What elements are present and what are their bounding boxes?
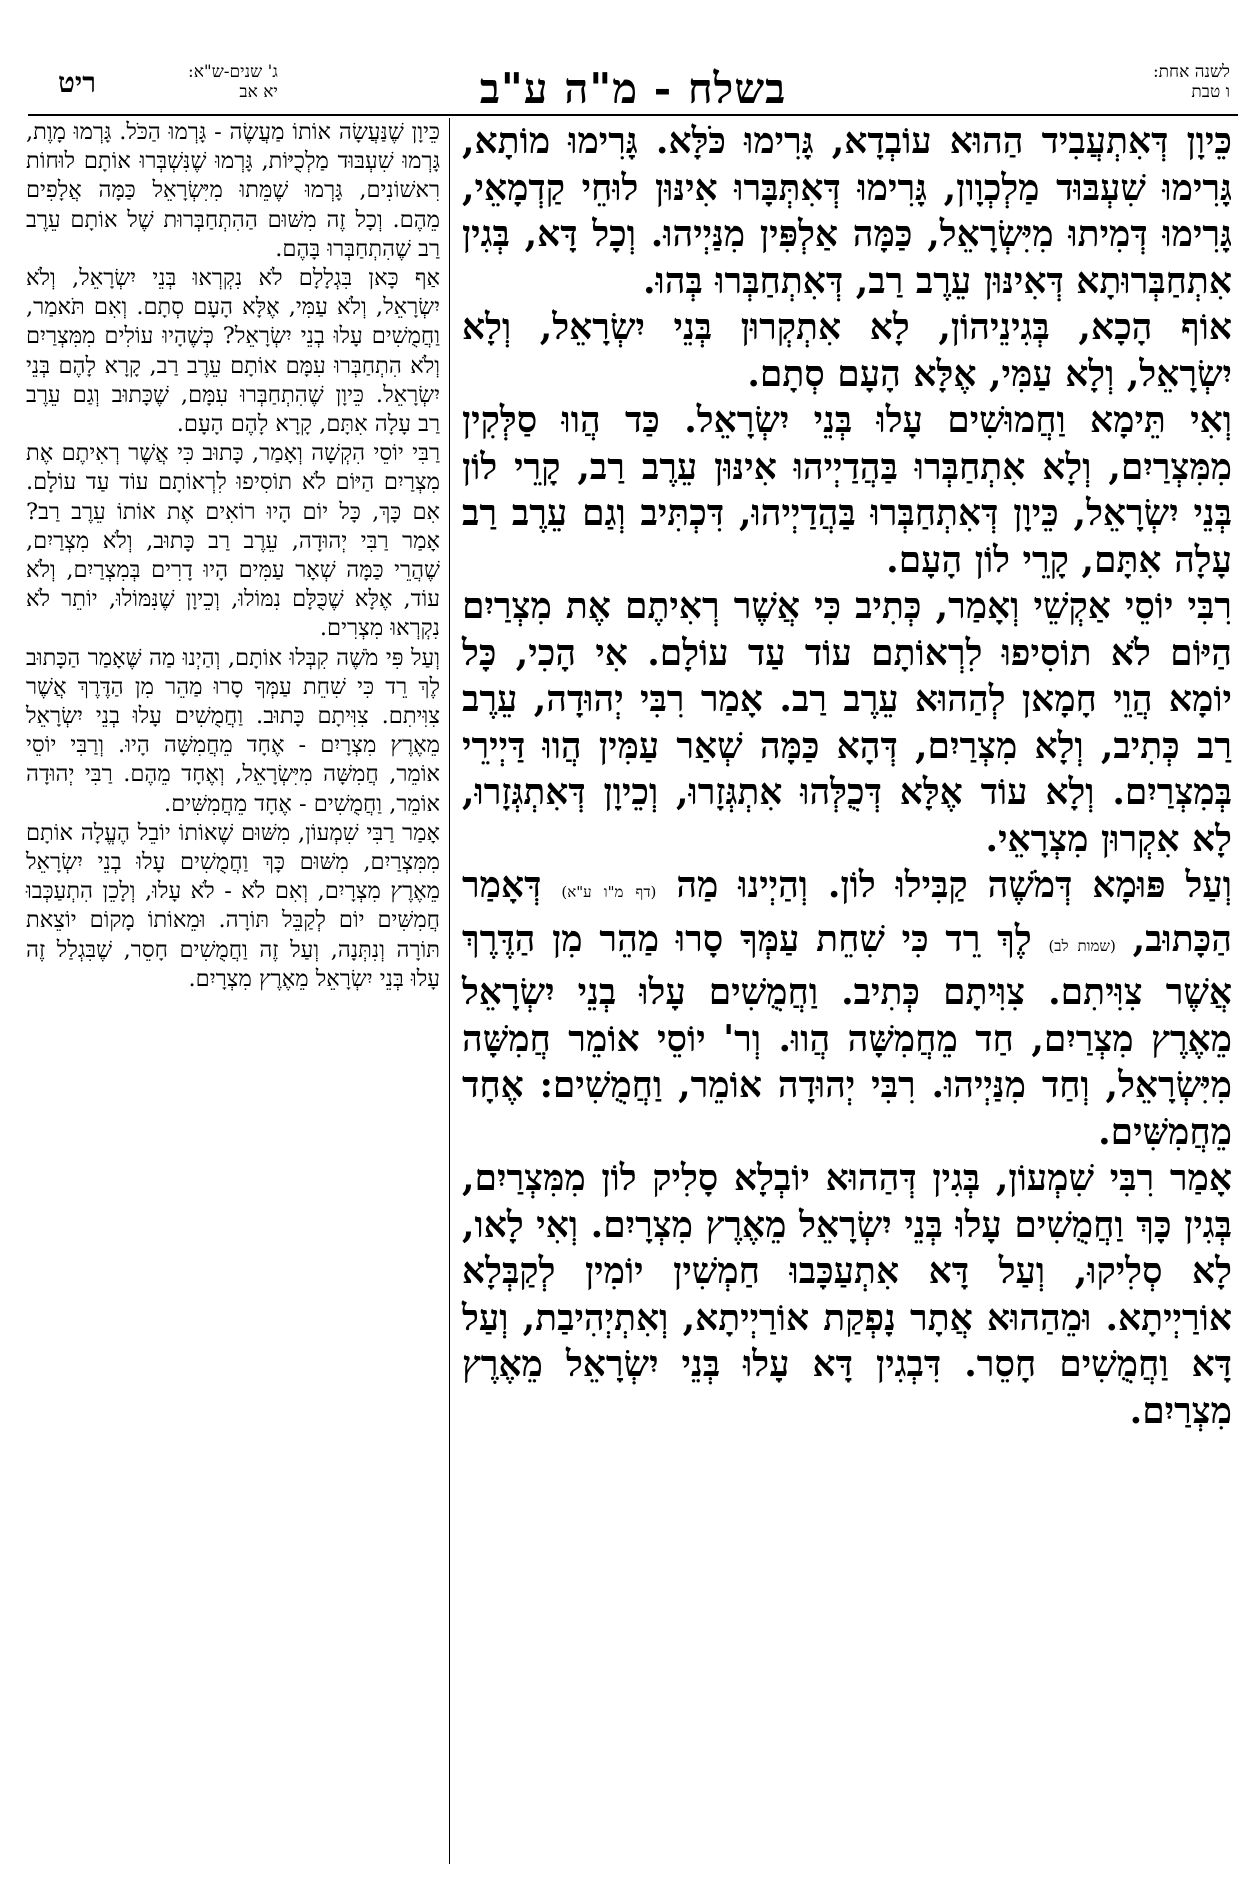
zohar-aramaic-column xyxy=(462,118,1232,1434)
header-left-dates xyxy=(188,62,278,102)
side-paragraph-4: וְעַל פִּי מֹשֶׁה קִבְּלוּ אוֹתָם, וְהַיְנוּ מַה שֶּׁאָמַר הַכָּתוּב לֶךְ רֵד כִּי שִׁחֵת עַמְּךָ סָרוּ מַהֵר מִן הַדֶּרֶךְ אֲשֶׁר צִוִּיתִם. צִוִּיתָם כָּתוּב. וַחֲמֻשִׁים עָלוּ בְנֵי יִשְׂרָאֵל מֵאֶרֶץ מִצְרָיִם - אֶחָד מֵחֲמִשָּׁה הָיוּ. וְרַבִּי יוֹסֵי אוֹמֵר, חֲמִשָּׁה מִיִּשְׂרָאֵל, וְאֶחָד מֵהֶם. רַבִּי יְהוּדָה אוֹמֵר, וַחֲמֻשִׁים - אֶחָד מֵחֲמִשִּׁים. xyxy=(26,644,440,817)
main-paragraph-5a: וְעַל פּוּמָא דְּמֹשֶׁה קַבִּילוּ לוֹן. וְהַיְינוּ מַה xyxy=(676,864,1232,906)
main-paragraph-1: כֵּיוָן דְּאִתְעֲבִיד הַהוּא עוֹבְדָא, גָּרִימוּ כֹּלָּא. גָּרִימוּ מוֹתָא, גָּרִימוּ שִׁעְבּוּד מַלְכְוָון, גָּרִימוּ דְּאִתְּבָּרוּ אִינּוּן לוּחֵי קַדְמָאֵי, גָּרִימוּ דְּמִיתוּ מִיִּשְׂרָאֵל, כַּמָּה אַלְפִּין מִנַּיְיהוּ. וְכָל דָּא, בְּגִין אִתְחַבְּרוּתָא דְּאִינּוּן עֵרֶב רַב, דְּאִתְחַבְּרוּ בְּהוּ. xyxy=(462,120,1232,302)
three-year-cycle-date: יא אב xyxy=(239,82,278,102)
main-paragraph-4: רִבִּי יוֹסֵי אַקְשֵׁי וְאָמַר, כְּתִיב כִּי אֲשֶׁר רְאִיתֶם אֶת מִצְרַיִם הַיּוֹם לֹא תוֹסִיפוּ לִרְאוֹתָם עוֹד עַד עוֹלָם. אִי הָכִי, כָּל יוֹמָא הֲוֵי חָמָאן לְהַהוּא עֵרֶב רַב. אָמַר רִבִּי יְהוּדָה, עֵרֶב רַב כְּתִיב, וְלָא מִצְרַיִם, דְּהָא כַּמָּה שְׁאַר עַמִּין הֲווּ דַּיְירֵי בְּמִצְרַיִם. וְלָא עוֹד אֶלָּא דְּכֻלְּהוּ אִתְגְּזָרוּ, וְכֵיוָן דְּאִתְגְּזָרוּ, לָא אִקְרוּן מִצְרָאֵי. xyxy=(462,585,1232,860)
column-divider xyxy=(449,118,450,1864)
side-paragraph-2: אַף כָּאן בִּגְלָלָם לֹא נִקְרְאוּ בְּנֵי יִשְׂרָאֵל, וְלֹא יִשְׂרָאֵל, וְלֹא עַמִּי, אֶלָּא הָעָם סְתָם. וְאִם תֹּאמַר, וַחֲמֻשִׁים עָלוּ בְנֵי יִשְׂרָאֵל? כְּשֶׁהָיוּ עוֹלִים מִמִּצְרַיִם וְלֹא הִתְחַבְּרוּ עִמָּם אוֹתָם עֵרֶב רַב, קָרָא לָהֶם בְּנֵי יִשְׂרָאֵל. כֵּיוָן שֶׁהִתְחַבְּרוּ עִמָּם, שֶׁכָּתוּב וְגַם עֵרֶב רַב עָלָה אִתָּם, קָרָא לָהֶם הָעָם. xyxy=(26,265,440,438)
side-paragraph-5: אָמַר רַבִּי שִׁמְעוֹן, מִשּׁוּם שֶׁאוֹתוֹ יוֹבֵל הֶעֱלָה אוֹתָם מִמִּצְרַיִם, מִשּׁוּם כָּךְ וַחֲמֻשִׁים עָלוּ בְנֵי יִשְׂרָאֵל מֵאֶרֶץ מִצְרָיִם, וְאִם לֹא - לֹא עָלוּ, וְלָכֵן הִתְעַכְּבוּ חֲמִשִּׁים יוֹם לְקַבֵּל תּוֹרָה. וּמֵאוֹתוֹ מָקוֹם יוֹצֵאת תּוֹרָה וְנִתְּנָה, וְעַל זֶה וַחֲמֻשִׁים חָסֵר, שֶׁבִּגְלַל זֶה עָלוּ בְּנֵי יִשְׂרָאֵל מֵאֶרֶץ מִצְרָיִם. xyxy=(26,819,440,992)
hebrew-translation-column xyxy=(26,118,440,994)
page-title: בשלח - מ"ה ע"ב xyxy=(479,64,787,113)
page-reference: (דף מ"ו ע"א) xyxy=(561,883,657,901)
main-paragraph-6: אָמַר רִבִּי שִׁמְעוֹן, בְּגִין דְּהַהוּא יוֹבְלָא סָלִיק לוֹן מִמִּצְרַיִם, בְּגִין כָּךְ וַחֲמֻשִׁים עָלוּ בְּנֵי יִשְׂרָאֵל מֵאֶרֶץ מִצְרָיִם. וְאִי לָאו, לָא סְלִיקוּ, וְעַל דָּא אִתְעַכָּבוּ חַמְשִׁין יוֹמִין לְקַבְּלָא אוֹרַיְיתָא. וּמֵהַהוּא אֲתָר נָפְקַת אוֹרַיְיתָא, וְאִתְיְהִיבַת, וְעַל דָּא וַחֲמֻשִׁים חָסֵר. דִּבְגִין דָּא עָלוּ בְּנֵי יִשְׂרָאֵל מֵאֶרֶץ מִצְרַיִם. xyxy=(462,1157,1232,1432)
three-year-cycle-label: ג' שנים-ש"א: xyxy=(188,62,278,82)
one-year-cycle-date: ו טבת xyxy=(1191,82,1230,102)
main-paragraph-2: אוֹף הָכָא, בְּגִינֵיהוֹן, לָא אִתְקְרוּן בְּנֵי יִשְׂרָאֵל, וְלָא יִשְׂרָאֵל, וְלָא עַמִּי, אֶלָּא הָעָם סְתָם. xyxy=(462,306,1232,395)
main-paragraph-5c: לֶךְ רֵד כִּי שִׁחֵת עַמְּךָ סָרוּ מַהֵר מִן הַדֶּרֶךְ אֲשֶׁר צִוִּיתִם. צִוִּיתָם כְּתִיב. וַחֲמֻשִׁים עָלוּ בְנֵי יִשְׂרָאֵל מֵאֶרֶץ מִצְרַיִם, חַד מֵחֲמִשָּׁה הֲווּ. וְר' יוֹסֵי אוֹמֵר חֲמִשָּׁה מִיִּשְׂרָאֵל, וְחַד מִנַּיְיהוּ. רִבִּי יְהוּדָה אוֹמֵר, וַחֲמֻשִׁים: אֶחָד מֵחֲמִשִּׁים. xyxy=(462,917,1232,1153)
main-paragraph-5b: דְּאָמַר הַכָּתוּב, xyxy=(462,864,1232,960)
page-number: ריט xyxy=(58,66,97,99)
header-divider xyxy=(28,114,1238,116)
side-paragraph-3: רַבִּי יוֹסֵי הִקְשָׁה וְאָמַר, כָּתוּב כִּי אֲשֶׁר רְאִיתֶם אֶת מִצְרַיִם הַיּוֹם לֹא תוֹסִיפוּ לִרְאוֹתָם עוֹד עַד עוֹלָם. אִם כָּךְ, כָּל יוֹם הָיוּ רוֹאִים אֶת אוֹתוֹ עֵרֶב רַב? אָמַר רַבִּי יְהוּדָה, עֵרֶב רַב כָּתוּב, וְלֹא מִצְרַיִם, שֶׁהֲרֵי כַּמָּה שְׁאָר עַמִּים הָיוּ דָרִים בְּמִצְרַיִם, וְלֹא עוֹד, אֶלָּא שֶׁכֻּלָּם נִמּוֹלוּ, וְכֵיוָן שֶׁנִּמּוֹלוּ, יוֹתֵר לֹא נִקְרְאוּ מִצְרִים. xyxy=(26,440,440,642)
main-paragraph-5 xyxy=(462,862,1232,1155)
main-paragraph-3: וְאִי תֵּימָא וַחֲמוּשִׁים עָלוּ בְּנֵי יִשְׂרָאֵל. כַּד הֲווּ סַלְּקִין מִמִּצְרַיִם, וְלָא אִתְחַבְּרוּ בַּהֲדַיְיהוּ אִינּוּן עֵרֶב רַב, קָרֵי לוֹן בְּנֵי יִשְׂרָאֵל, כֵּיוָן דְּאִתְחַבְּרוּ בַּהֲדַיְיהוּ, דִּכְתִּיב וְגַם עֵרֶב רַב עָלָה אִתָּם, קָרֵי לוֹן הָעָם. xyxy=(462,399,1232,581)
side-paragraph-1: כֵּיוָן שֶׁנַּעֲשָׂה אוֹתוֹ מַעֲשֶׂה - גָּרְמוּ הַכֹּל. גָּרְמוּ מָוֶת, גָּרְמוּ שִׁעְבּוּד מַלְכֻיּוֹת, גָּרְמוּ שֶׁנִּשְׁבְּרוּ אוֹתָם לוּחוֹת רִאשׁוֹנִים, גָּרְמוּ שֶׁמֵּתוּ מִיִּשְׂרָאֵל כַּמָּה אֲלָפִים מֵהֶם. וְכָל זֶה מִשּׁוּם הַהִתְחַבְּרוּת שֶׁל אוֹתָם עֵרֶב רַב שֶׁהִתְחַבְּרוּ בָּהֶם. xyxy=(26,119,440,262)
one-year-cycle-label: לשנה אחת: xyxy=(1152,62,1230,82)
verse-reference: (שמות לב) xyxy=(1048,936,1116,955)
